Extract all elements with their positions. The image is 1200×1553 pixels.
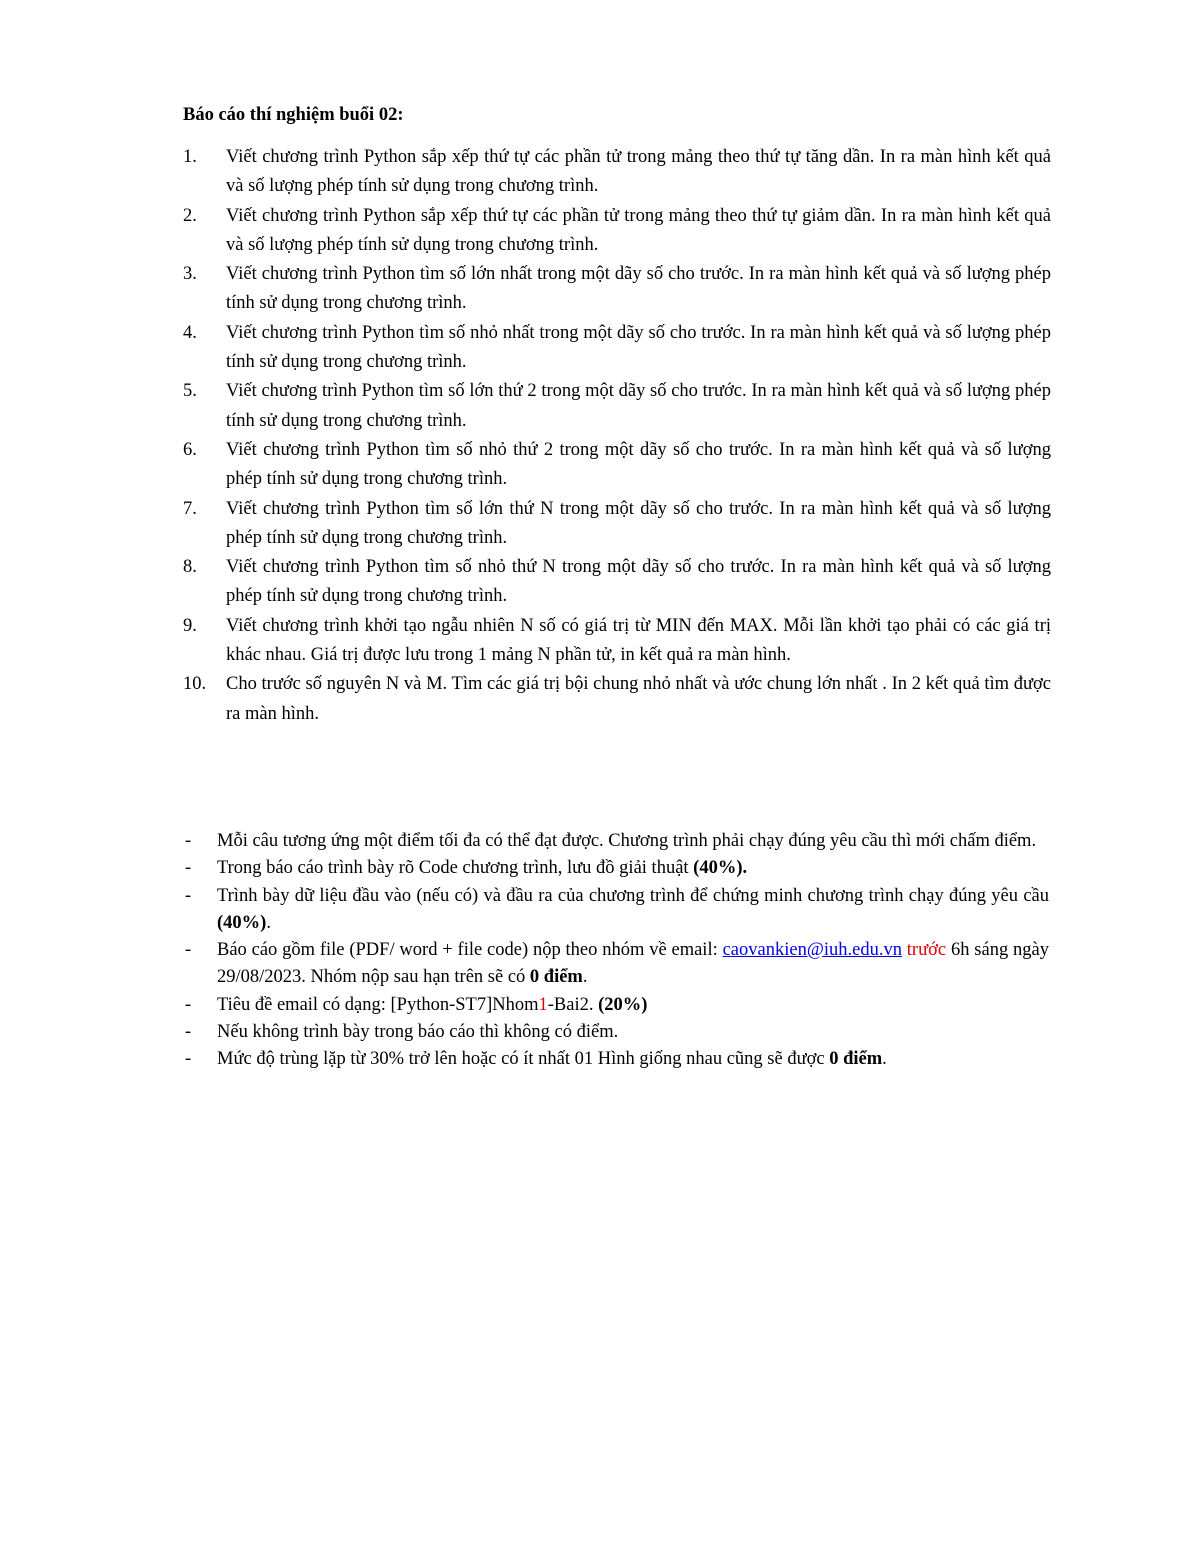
rule-weight: (20%) [598,994,648,1015]
rule-item [183,992,1049,1019]
email-link[interactable]: caovankien@iuh.edu.vn [722,940,902,961]
list-item [183,495,1051,554]
rule-item [183,883,1049,938]
item-number: 6. [183,439,197,460]
rule-text: Tiêu đề email có dạng: [Python-ST7]Nhom [217,994,539,1015]
item-text: Viết chương trình Python tìm số nhỏ thứ N trong một dãy số cho trước. In ra màn hình kết quả và số lượng phép tính sử dụng trong chương trình. [226,557,1051,607]
rule-text: Báo cáo gồm file (PDF/ word + file code) nộp theo nhóm về email: [217,940,723,961]
rule-item [183,937,1049,992]
rule-end: . [882,1049,887,1070]
rule-item [183,1046,1049,1073]
bullet-dash: - [185,994,192,1015]
rule-weight: (40%). [693,858,748,879]
bullet-dash: - [185,1049,192,1070]
rule-text: Mức độ trùng lặp từ 30% trở lên hoặc có ít nhất 01 Hình giống nhau cũng sẽ được [217,1049,830,1070]
list-item [183,612,1051,671]
rule-text-after: 6h sáng ngày 29/08/2023. Nhóm nộp sau hạn trên sẽ có [217,940,1050,988]
item-text: Viết chương trình Python tìm số lớn thứ N trong một dãy số cho trước. In ra màn hình kết quả và số lượng phép tính sử dụng trong chương trình. [226,498,1051,548]
list-item [183,670,1051,729]
item-text: Viết chương trình Python tìm số lớn thứ 2 trong một dãy số cho trước. In ra màn hình kết quả và số lượng phép tính sử dụng trong chương trình. [226,381,1051,431]
bullet-dash: - [185,1022,192,1043]
rule-text-after: -Bai2. [547,994,599,1015]
list-item [183,202,1051,261]
bullet-dash: - [185,831,192,851]
item-number: 5. [183,381,197,402]
rule-weight: (40%) [217,912,267,933]
rule-end: . [582,967,588,988]
list-item [183,319,1051,378]
task-list [183,143,1051,729]
rule-item [183,1019,1049,1046]
item-number: 7. [183,498,197,519]
item-number: 9. [183,615,197,636]
bullet-dash: - [185,858,192,879]
item-text: Viết chương trình Python tìm số nhỏ nhất trong một dãy số cho trước. In ra màn hình kết quả và số lượng phép tính sử dụng trong chương trình. [226,322,1051,373]
item-number: 2. [183,205,197,226]
item-number: 10. [183,674,207,695]
rule-text: Mỗi câu tương ứng một điểm tối đa có thể đạt được. Chương trình phải chạy đúng yêu cầu thì mới chấm điểm. [217,831,1037,851]
item-text: Viết chương trình Python sắp xếp thứ tự các phần tử trong mảng theo thứ tự tăng dần. In ra màn hình kết quả và số lượng phép tính sử dụng trong chương trình. [226,147,1051,197]
item-text: Viết chương trình Python tìm số nhỏ thứ 2 trong một dãy số cho trước. In ra màn hình kết quả và số lượng phép tính sử dụng trong chương trình. [226,439,1051,490]
rule-penalty: 0 điểm [829,1049,883,1070]
rule-item [183,828,1049,855]
rule-item [183,855,1049,882]
rule-text: Trong báo cáo trình bày rõ Code chương trình, lưu đồ giải thuật [217,858,694,879]
list-item [183,143,1051,202]
group-number-highlight: 1 [538,994,548,1015]
rule-text: Nếu không trình bày trong báo cáo thì không có điểm. [217,1022,619,1043]
list-item [183,436,1051,495]
item-text: Cho trước số nguyên N và M. Tìm các giá trị bội chung nhỏ nhất và ước chung lớn nhất . In 2 kết quả tìm được ra màn hình. [226,674,1051,724]
item-text: Viết chương trình Python sắp xếp thứ tự các phần tử trong mảng theo thứ tự giảm dần. In ra màn hình kết quả và số lượng phép tính sử dụng trong chương trình. [226,205,1051,255]
list-item [183,553,1051,612]
item-number: 8. [183,557,197,578]
item-text: Viết chương trình khởi tạo ngẫu nhiên N số có giá trị từ MIN đến MAX. Mỗi lần khởi tạo phải có các giá trị khác nhau. Giá trị được lưu trong 1 mảng N phần tử, in kết quả ra màn hình. [226,615,1051,666]
rules-list [183,828,1049,1074]
item-text: Viết chương trình Python tìm số lớn nhất trong một dãy số cho trước. In ra màn hình kết quả và số lượng phép tính sử dụng trong chương trình. [226,264,1051,314]
rule-text: Trình bày dữ liệu đầu vào (nếu có) và đầu ra của chương trình để chứng minh chương trình chạy đúng yêu cầu [217,885,1049,906]
list-item [183,260,1051,319]
bullet-dash: - [185,940,192,961]
item-number: 1. [183,147,197,167]
list-item [183,377,1051,436]
rule-end: . [266,912,271,933]
bullet-dash: - [185,885,192,906]
item-number: 3. [183,264,197,285]
deadline-highlight: trước [906,940,947,961]
rule-penalty: 0 điểm [529,967,583,988]
page-title: Báo cáo thí nghiệm buổi 02: [183,105,404,125]
item-number: 4. [183,322,197,343]
